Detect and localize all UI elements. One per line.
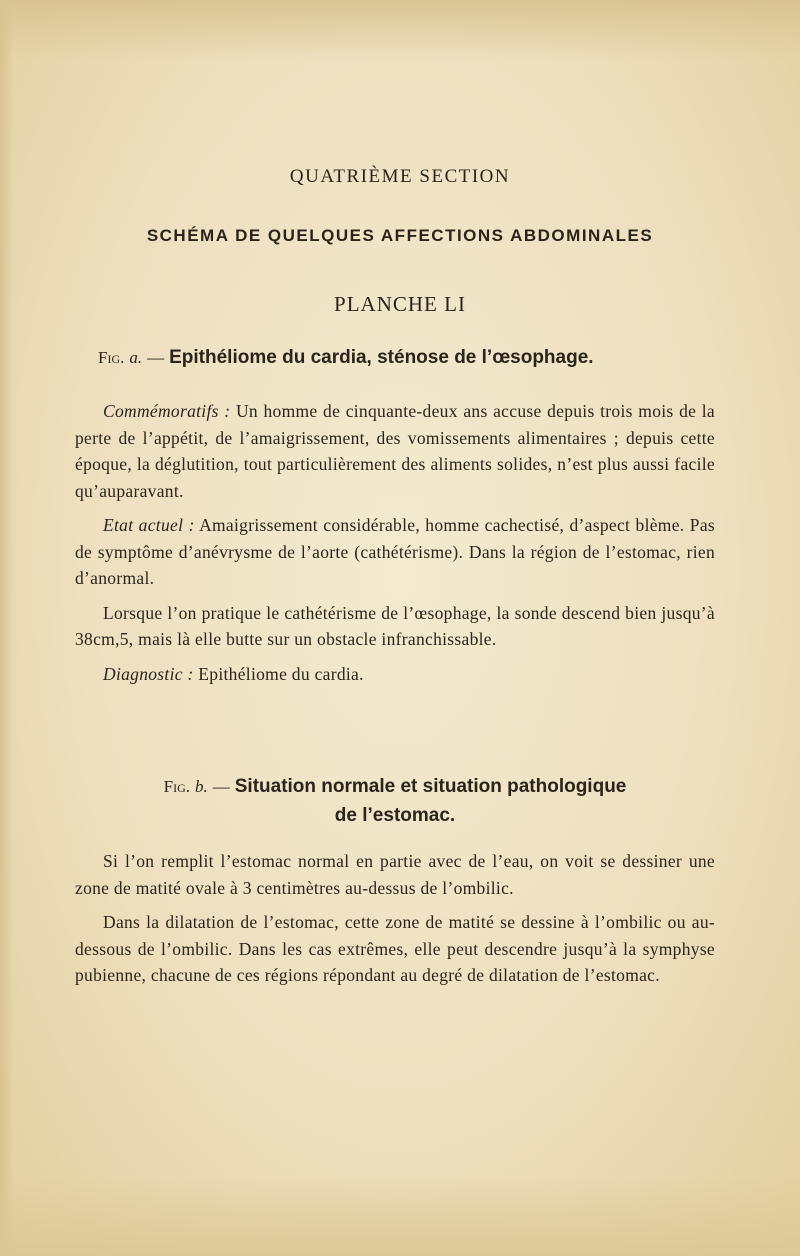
figure-a-heading bbox=[98, 346, 738, 369]
figure-b-text bbox=[75, 848, 715, 997]
page-edge-shadow bbox=[0, 0, 14, 1256]
paragraph-text: Si l’on remplit l’estomac normal en partie avec de l’eau, on voit se dessiner une zone de matité ovale à 3 centimètres au-dessus de l’ombilic. bbox=[75, 851, 715, 898]
paragraph-estomac-normal bbox=[75, 848, 715, 901]
figure-a-text bbox=[75, 398, 715, 695]
paragraph-etat-actuel bbox=[75, 512, 715, 592]
figure-b-label: Fig. bbox=[163, 777, 190, 796]
paragraph-text: Amaigrissement considérable, homme cachectisé, d’aspect blème. Pas de symptôme d’anévrysme de l’aorte (cathétérisme). Dans la région de l’estomac, rien d’anormal. bbox=[75, 515, 715, 588]
plate-title: PLANCHE LI bbox=[334, 292, 466, 316]
paragraph-text: Lorsque l’on pratique le cathétérisme de l’œsophage, la sonde descend bien jusqu’à 38cm,5, mais là elle butte sur un obstacle infranchissable. bbox=[75, 602, 715, 649]
figure-a-title: Epithéliome du cardia, sténose de l’œsophage. bbox=[169, 347, 594, 368]
figure-b-heading bbox=[75, 772, 715, 830]
figure-b-dash: — bbox=[212, 777, 230, 796]
figure-b-title-line2: de l’estomac. bbox=[334, 805, 456, 826]
paragraph-label: Diagnostic : bbox=[103, 663, 194, 684]
paragraph-label: Etat actuel : bbox=[103, 515, 195, 535]
paragraph-text: Un homme de cinquante-deux ans accuse depuis trois mois de la perte de l’appétit, de l’amaigrissement, des vomissements alimentaires ; depuis cette époque, la déglutition, tout particulièrement des aliments solides, n’est plus aussi facile qu’auparavant. bbox=[75, 401, 715, 501]
figure-a-label: Fig. bbox=[98, 348, 125, 367]
paragraph-diagnostic bbox=[75, 661, 715, 688]
subject-title: SCHÉMA DE QUELQUES AFFECTIONS ABDOMINALES bbox=[146, 226, 654, 245]
section-title: QUATRIÈME SECTION bbox=[289, 166, 511, 187]
figure-b-heading-line2 bbox=[75, 801, 715, 830]
figure-a-dash: — bbox=[147, 348, 165, 367]
paragraph-dilatation bbox=[75, 909, 715, 989]
page-bottom-shadow bbox=[0, 1176, 800, 1256]
figure-a-letter: a. bbox=[129, 348, 143, 367]
figure-b-title-line1: Situation normale et situation pathologique bbox=[234, 776, 627, 797]
paragraph-commemoratifs bbox=[75, 398, 715, 504]
paragraph-catheterisme bbox=[75, 600, 715, 653]
figure-b-heading-line1 bbox=[75, 772, 715, 801]
paragraph-text: Epithéliome du cardia. bbox=[198, 663, 364, 684]
figure-b-letter: b. bbox=[195, 777, 208, 796]
page-top-shadow bbox=[0, 0, 800, 60]
paragraph-label: Commémoratifs : bbox=[103, 401, 231, 421]
paragraph-text: Dans la dilatation de l’estomac, cette zone de matité se dessine à l’ombilic ou au-dessous de l’ombilic. Dans les cas extrêmes, elle peut descendre jusqu’à la symphyse pubienne, chacune de ces régions répondant au degré de dilatation de l’estomac. bbox=[75, 912, 715, 985]
